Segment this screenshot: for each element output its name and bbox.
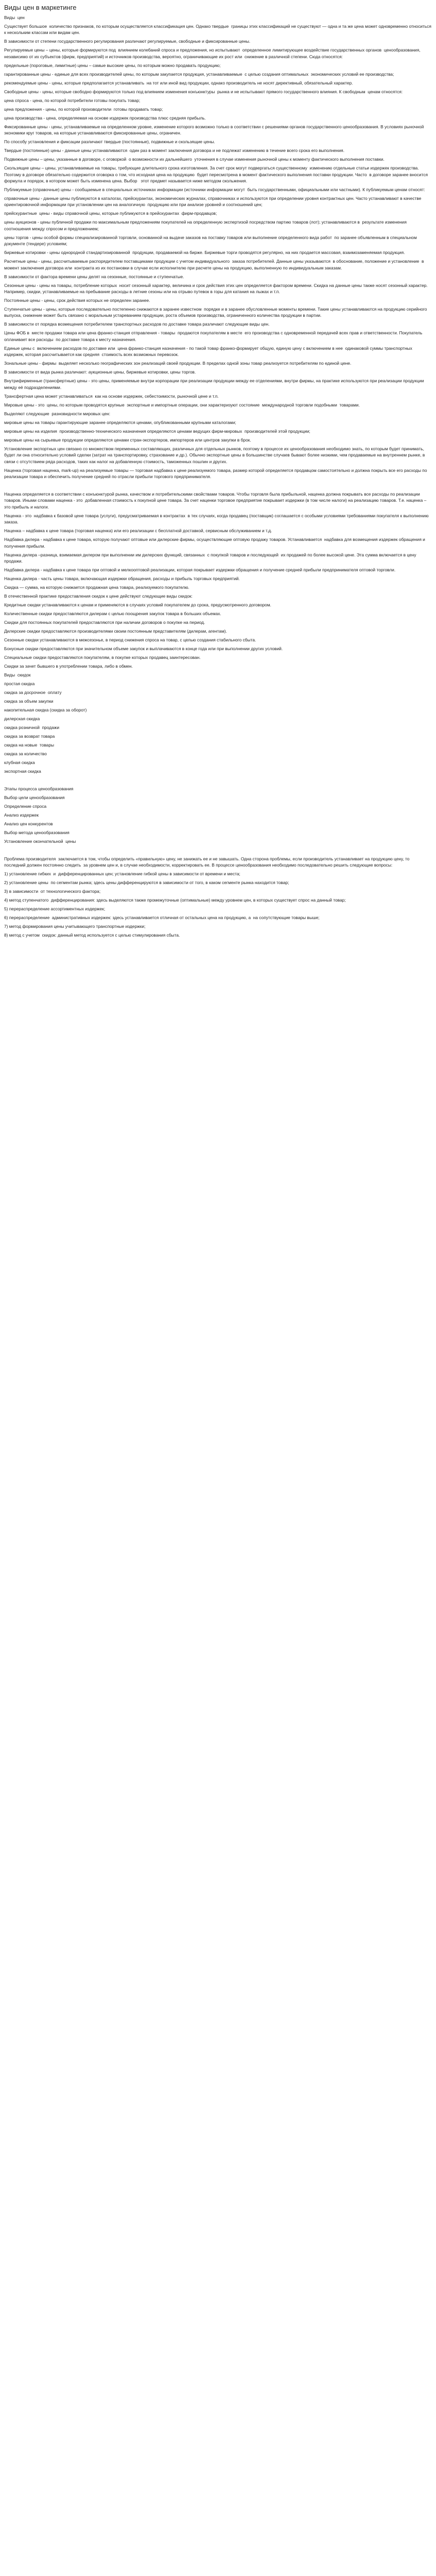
paragraph: цена производства - цена, определяемая на основе издержек производства плюс средняя прибыль.	[4, 115, 206, 121]
paragraph: 4) метод ступенчатого дифференцирования: здесь выделяются также промежуточные (оптимальные) между уровнем цен, в которых существует спрос на данный товар;	[4, 897, 346, 903]
paragraph: Подвижные цены – цены, указанные в договоре, с оговоркой о возможности их дальнейшего уточнения в случае изменения рыночной цены к моменту фактического выполнения поставки.	[4, 157, 385, 162]
paragraph: цены торгов - цены особой формы специализированной торговли, основанной на выдаче заказов на поставку товаров или выполнение определенного вида работ по заранее объявленным в специальном документе (тендере) условиям;	[4, 234, 420, 247]
paragraph: мировые цены на товары гарантирующие заранее определяются ценами, опубликованными крупными каталогами;	[4, 419, 236, 425]
paragraph: 6) перераспределение административных издержек: здесь устанавливается отличная от остальных цена на продукцию, а на сопутствующие товары выше;	[4, 915, 320, 921]
paragraph: Наценка определяется в соответствии с конъюнктурой рынка, качеством и потребительскими свойствами товаров. Чтобы торговля была прибыльной, наценка должна покрывать все расходы по реализации товаров. Иными словами наценка - это добавленная стоимость к покупной цене товара. За счет наценки торговое предприятие покрывает издержки (в том числе налоги) на реализацию товаров. Т.е. наценка – это прибыль и налоги.	[4, 491, 428, 510]
paragraph: Количественные скидки предоставляются дилерам с целью поощрения закупок товара в больших объемах.	[4, 611, 221, 616]
page-title: Виды цен в маркетинге	[4, 4, 77, 11]
paragraph: рекомендуемые цены - цены, которые предполагается устанавливать на тот или иной вид продукции, однако производитель не носят директивный, обязательный характер.	[4, 80, 353, 86]
paragraph: Выделяют следующие разновидности мировых цен:	[4, 411, 111, 416]
paragraph: Установление экспортных цен связано со множеством переменных составляющих, различных для отдельных рынков, поэтому в процессе их ценообразования необходимо знать, по которым будет принимать, будет ли она относительно условий сделки (затрат на транспортировку, страхование и др.). Обычно экспортные цены в большинстве случаев бывают более низкими, чем продаваемые на внутреннем рынке, в связи с отсутствием ряда расходов, таких как налог на добавленную стоимость, таможенных пошлин и других.	[4, 446, 426, 464]
paragraph: скидка на новые товары	[4, 742, 55, 748]
paragraph: В отечественной практике предоставления скидок к цене действуют следующие виды скидок:	[4, 593, 193, 599]
paragraph: Цены ФОБ в месте продажи товара или цена франко-станция отправления - товары продаются покупателям в месте его производства с одновременной передачей всех прав и ответственности. Покупатель оплачивает все расходы по доставке товара к месту назначения.	[4, 330, 424, 342]
paragraph: Дилерские скидки предоставляются производителями своим постоянным представителям (дилерам, агентам).	[4, 628, 227, 634]
paragraph: Трансфертная цена может устанавливаться как на основе издержек, себестоимости, рыночной цене и т.п.	[4, 393, 219, 399]
paragraph: Виды цен	[4, 15, 25, 20]
paragraph: Выбор цели ценообразования	[4, 794, 65, 800]
paragraph: Внутрифирменные (трансфертные) цены - это цены, применяемые внутри корпорации при реализации продукции между ее отделениями, внутри фирмы, на практике используются при реализации продукции между её подразделениями.	[4, 378, 425, 390]
paragraph: Свободные цены - цены, которые свободно формируются только под влиянием изменения конъюнктуры рынка и не испытывают прямого государственного влияния. К свободным ценам относятся:	[4, 89, 403, 94]
paragraph: 2) установление цены по сегментам рынка; здесь цены дифференцируются в зависимости от того, в каком сегменте рынка находится товар;	[4, 880, 289, 886]
paragraph: Этапы процесса ценообразования	[4, 786, 74, 791]
paragraph: Наценка дилера - часть цены товара, включающая издержки обращения, расходы и прибыль торговых предприятий.	[4, 575, 240, 581]
paragraph: Установление окончательной цены	[4, 838, 76, 844]
paragraph	[4, 777, 432, 783]
paragraph: гарантированные цены - единые для всех производителей цены, по которым закупается продукция, устанавливаемые с целью создания оптимальных экономических условий ее производства;	[4, 71, 394, 77]
article-body	[4, 14, 432, 939]
paragraph: Ступенчатые цены - цены, которые последовательно постепенно снижаются в заранее известном порядке и в заранее обусловленные моменты времени. Такие цены устанавливаются на продукцию серийного выпуска, снижение может быть связано с моральным устареванием продукции, роста объемов производства, ограниченного количества продукции в партии.	[4, 307, 428, 318]
paragraph: Публикуемые (справочные) цены - сообщаемые в специальных источниках информации (источники информации могут быть государственными, официальными или частными). К публикуемым ценам относят:	[4, 187, 425, 193]
paragraph	[4, 847, 432, 853]
paragraph: цена предложения - цены, по которой производители готовы продавать товар;	[4, 106, 163, 112]
paragraph: Проблема производителя заключается в том, чтобы определить «правильную» цену, не занижать ее и не завышать. Одна сторона проблемы, если производитель устанавливает на продукцию цену, то последний должен постоянно следить за уровнем цен и, в случае необходимости, корректировать ее. В процессе ценообразования необходимо последовательно решить следующие вопросы:	[4, 856, 411, 868]
paragraph: скидка за количество	[4, 751, 47, 756]
paragraph: Регулируемые цены – цены, которые формируются под влиянием колебаний спроса и предложения, но испытывают определенное лимитирующее воздействие государственных органов ценообразования, независимо от их субъектов (фирм, предприятий) и источников производства, вероятно, ограничивающие их рост или снижение в различной степени. Сюда относятся:	[4, 47, 422, 59]
paragraph: Виды скидок	[4, 672, 31, 677]
paragraph: Фиксированные цены - цены, устанавливаемые на определенном уровне, изменение которого возможно только в соответствии с решениями органов государственного ценообразования. В условиях рыночной экономики круг товаров, на которые устанавливаются фиксированные цены, ограничен.	[4, 124, 425, 136]
paragraph: скидка розничной продажи	[4, 724, 60, 730]
paragraph: В зависимости от степени государственного регулирования различают регулируемые, свободные и фиксированные цены.	[4, 39, 251, 44]
paragraph: По способу установления и фиксации различают твердые (постоянные), подвижные и скользящие цены.	[4, 139, 215, 145]
paragraph: Скидки за зачет бывшего в употреблении товара, либо в обмен.	[4, 663, 133, 669]
paragraph: 7) метод формирования цены учитывающего транспортные издержки;	[4, 924, 146, 929]
paragraph: Наценка дилера –разница, взимаемая дилером при выполнении им дилерских функций, связанных с покупкой товаров и последующей их продажей по более высокой цене. Эта сумма включается в цену продажи.	[4, 552, 417, 564]
paragraph: скидка за досрочное оплату	[4, 689, 62, 695]
paragraph: 8) метод с учетом скидок: данный метод используется с целью стимулирования сбыта.	[4, 933, 180, 938]
paragraph: Мировые цены - это цены, по которым проводятся крупные экспортные и импортные операции, они характеризуют состояние международной торговли подобными товарами.	[4, 402, 360, 408]
paragraph: Единые цены с включением расходов по доставке или цена франко-станция назначения - по такой товар франко-формирует общую, единую цену с включением в нее одинаковой суммы транспортных издержек, которая рассчитывается как средняя стоимость всех возможных перевозок.	[4, 345, 414, 358]
paragraph: биржевые котировки - цены однородной стандартизированной продукции, продаваемой на бирже. Биржевые торги проводятся регулярно, на них продается массовая, взаимозаменяемая продукция.	[4, 250, 405, 256]
paragraph: Наценка (торговая наценка, mark-up) на реализуемые товары — торговая надбавка к цене реализуемого товара, размер которой определяется продавцом самостоятельно и должна покрыть все его расходы по реализации товара и обеспечить получение средней по отрасли прибыли торгового предпринимателя.	[4, 467, 428, 479]
paragraph: цены аукционов - цены публичной продажи по максимальным предложениям покупателей на определенную экспертизой посредством партию товаров (лот); устанавливаются в результате изменения соотношения между спросом и предложением;	[4, 219, 408, 231]
paragraph: Зональные цены - фирмы выделяет несколько географических зон реализаций своей продукции. В пределах одной зоны товар реализуется потребителям по единой цене.	[4, 361, 352, 366]
paragraph: скидка за объем закупки	[4, 698, 54, 704]
paragraph: экспортная скидка	[4, 768, 41, 774]
paragraph: Скидки для постоянных покупателей предоставляются при наличии договоров о покупке на период.	[4, 619, 205, 625]
paragraph: Надбавка дилера - надбавка к цене товара при оптовой и мелкооптовой реализации, которая покрывает издержки обращения и получение средней прибыли предпринимателя оптовой торговли.	[4, 567, 396, 572]
paragraph: Постоянные цены - цены, срок действия которых не определен заранее.	[4, 298, 150, 303]
paragraph: 1) установление гибких и дифференцированных цен; установление гибкой цены в зависимости от времени и места;	[4, 871, 240, 877]
paragraph: Бонусные скидки предоставляются при значительном объеме закупок и выплачиваются в конце года или при выполнении других условий.	[4, 646, 283, 651]
paragraph: прейскурантные цены - виды справочной цены, которые публикуются в прейскурантах фирм-продавцов;	[4, 211, 217, 216]
paragraph: Скользящие цены – цены, устанавливаемые на товары, требующие длительного срока изготовления. За счет срок могут подвергаться существенному изменению отдельные статьи издержек производства. Поэтому в договоре обязательно содержится оговорка о том, что исходная цена на продукцию будет пересмотрена в момент фактического выполнения поставки продукции. Часто в договоре заранее вносится формула и порядок, в котором может быть изменена цена. Выбор этот предмет называется ниже методом скольжения.	[4, 165, 429, 184]
paragraph: Сезонные цены - цены на товары, потребление которых носит сезонный характер, величина и срок действия этих цен определяется фактором времени. Скидка на данные цены также носят сезонный характер. Например, скидки, устанавливаемые на пребывание расходы в летние сезоны или на отрыво путевок в горы для катания на лыжах и т.п.	[4, 282, 429, 295]
paragraph: Специальные скидки предоставляются покупателям, в покупке которых продавец заинтересован.	[4, 654, 201, 660]
paragraph: мировые цены на изделия производственно-технического назначения определяются ценами ведущих фирм-мировых производителей этой продукции;	[4, 428, 310, 434]
paragraph: дилерская скидка	[4, 716, 40, 721]
paragraph: В зависимости от вида рынка различают: аукционные цены, биржевые котировки, цены торгов.	[4, 369, 196, 375]
paragraph: 5) перераспределение ассортиментных издержек;	[4, 906, 106, 912]
paragraph: Выбор метода ценообразования	[4, 829, 69, 835]
paragraph: 3) в зависимости от технологического фактора;	[4, 889, 101, 894]
paragraph: простая скидка	[4, 681, 35, 686]
paragraph: Сезонные скидки устанавливаются в межсезонье, в период снижения спроса на товар, с целью создания стабильного сбыта.	[4, 637, 256, 642]
paragraph: Надбавка дилера - надбавка к цене товара, которую получают оптовые или дилерские фирмы, осуществляющие оптовую продажу товаров. Устанавливается надбавка для возмещения издержек обращения и получения прибыли.	[4, 537, 427, 549]
paragraph: Наценка - это надбавка к базовой цене товара (услуги), предусматриваемая в контрактах в тех случаях, когда продавец (поставщик) соглашается с особыми условиями требованиями покупателя к выполнению заказа.	[4, 513, 430, 525]
paragraph: предельные (пороговые, лимитные) цены – самые высокие цены, по которым можно продавать продукцию;	[4, 62, 221, 68]
paragraph: Наценка – надбавка к цене товара (торговая наценка) или его реализации с бесплатной доставкой, сервисным обслуживанием и т.д.	[4, 528, 272, 534]
paragraph: Анализ цен конкурентов	[4, 821, 53, 826]
paragraph: Кредитные скидки устанавливаются к ценам и применяются в случаях условий покупателем до срока, предусмотренного договором.	[4, 602, 271, 607]
article-page	[0, 0, 436, 946]
paragraph: В зависимости от фактора времени цены делят на сезонные, постоянные и ступенчатые.	[4, 274, 184, 279]
paragraph: Анализ издержек	[4, 812, 39, 818]
paragraph: скидка за возврат товара	[4, 733, 55, 739]
paragraph: клубная скидка	[4, 759, 35, 765]
paragraph: мировые цены на сырьевые продукции определяются ценами стран-экспортеров, импортеров или центров закупки в брок.	[4, 437, 251, 443]
paragraph: Расчетные цены - цены, рассчитываемые распорядителем поставщиками продукции с учетом индивидуального заказа потребителей. Данные цены указываются в обоснование, положение и установление в момент заключения договора или контракта из их постановки в случае если исполнителю при расчете цены на продукцию, выполненную по индивидуальным заказам.	[4, 259, 425, 270]
paragraph: Существует большое количество признаков, по которым осуществляется классификация цен. Однако твердые границы этих классификаций не существуют — одна и та же цена может одновременно относиться к нескольким классам или видам цен.	[4, 24, 433, 36]
paragraph: справочные цены - данные цены публикуются в каталогах, прейскурантах, экономических журналах, справочниках и используются при определении уровня контрактных цен. Часто устанавливают в качестве ориентировочной информации при установлении цен на аналогичную продукцию или при анализе уровней и соотношений цен;	[4, 196, 423, 208]
paragraph: В зависимости от порядка возмещения потребителем транспортных расходов по доставке товара различают следующие виды цен.	[4, 321, 270, 327]
paragraph: Определение спроса	[4, 803, 47, 809]
paragraph	[4, 482, 432, 488]
paragraph: накопительная скидка (скидка за оборот)	[4, 707, 87, 713]
paragraph: Твердые (постоянные) цены - данные цены устанавливаются один раз в момент заключения договора и не подлежат изменению в течение всего срока его выполнения.	[4, 148, 345, 154]
paragraph: Скидка — сумма, на которую снижается продажная цена товара, реализуемого покупателю.	[4, 584, 189, 590]
paragraph: цена спроса - цена, по которой потребители готовы покупать товар;	[4, 97, 141, 103]
